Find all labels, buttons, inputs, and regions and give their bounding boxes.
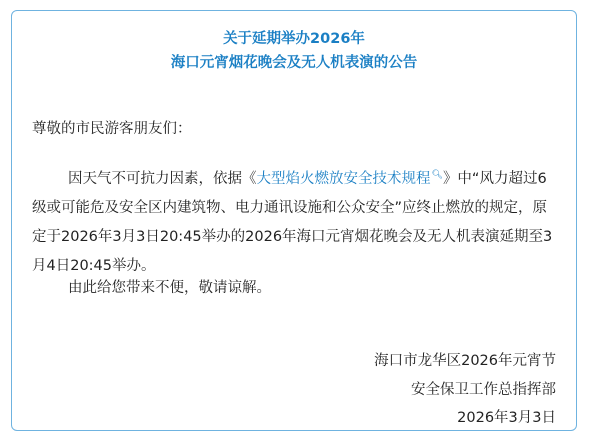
greeting: 尊敬的市民游客朋友们： [32,121,192,137]
paragraph-text-before-link: 因天气不可抗力因素，依据《 [68,170,257,187]
regulation-link[interactable] [257,171,443,187]
regulation-link-text: 大型焰火燃放安全技术规程 [256,170,431,187]
signature-org-line-1: 海口市龙华区2026年元宵节 [374,353,556,369]
notice-paragraph [32,161,559,281]
signature-org-line-2: 安全保卫工作总指挥部 [411,382,556,398]
notice-frame [11,10,577,431]
search-icon: 🔍︎ [431,170,443,180]
paragraph-text-after-link: 》中“风力超过6级或可能危及安全区内建筑物、电力通讯设施和公众安全”应终止燃放的规定，原定于2026年3月3日20:45举办的2026年海口元宵烟花晚会及无人机表演延期至3月4日20:45举办。 [32,170,553,274]
notice-title-line-2: 海口元宵烟花晚会及无人机表演的公告 [170,55,418,71]
notice-title-line-1: 关于延期举办2026年 [223,31,365,47]
signature-date: 2026年3月3日 [457,410,556,426]
closing-text: 由此给您带来不便，敬请谅解。 [68,280,271,296]
